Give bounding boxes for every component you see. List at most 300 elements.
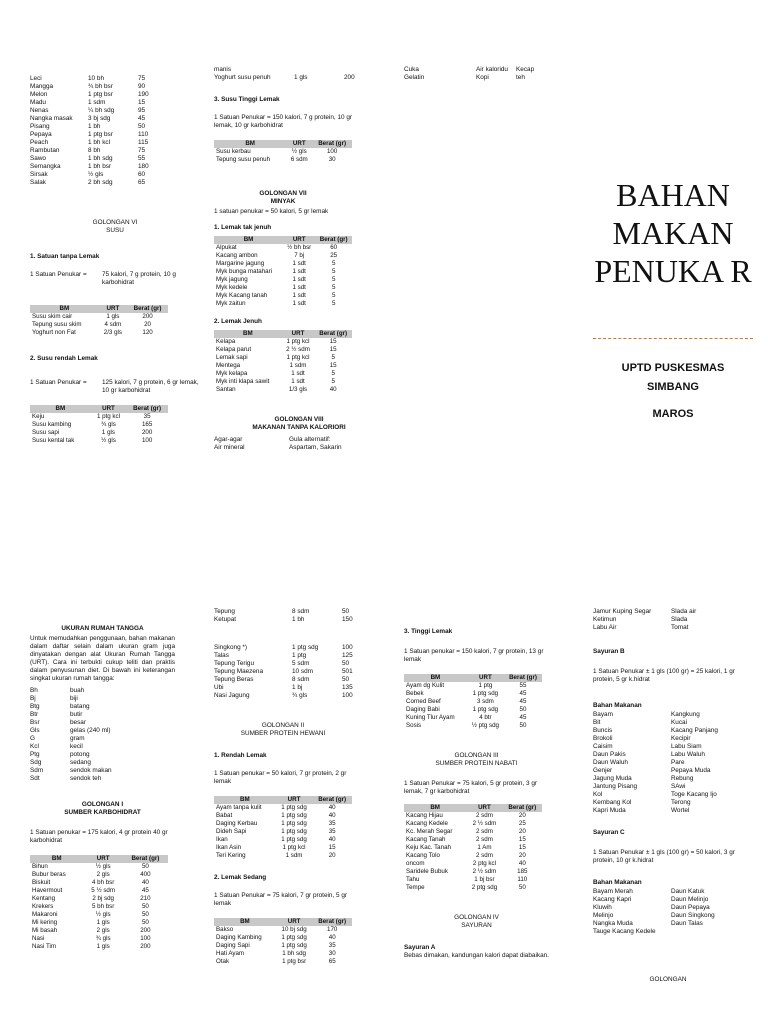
table-row [30, 313, 168, 321]
table-cell: 1 sdt [292, 268, 306, 275]
list-cell: Air kaloridu [476, 66, 508, 73]
table-cell: 35 [328, 942, 336, 949]
table-cell: Mi kering [32, 919, 58, 926]
list-cell: Salak [30, 179, 46, 186]
list-cell: 10 bh [88, 75, 104, 82]
list-cell: butir [70, 711, 83, 718]
list-cell: Slada air [671, 608, 697, 615]
r2-std: 1 Satuan Penukar = 75 kalori, 7 gr protein, 5 gr lemak [214, 892, 348, 907]
list-cell: Daun Talas [671, 920, 703, 927]
table-cell: 2 ptg sdg [471, 884, 498, 891]
table-cell: 1 gls [106, 313, 120, 320]
table-cell: 1 bh sdg [282, 950, 306, 957]
table-cell: Ikan [216, 836, 228, 843]
table-cell: 15 [328, 844, 336, 851]
sb-title: Sayuran B [593, 648, 625, 655]
list-item [593, 727, 743, 735]
list-cell: Kecipir [671, 735, 691, 742]
table-row [214, 386, 352, 394]
table-cell: 1 Am [477, 844, 492, 851]
table-row [30, 879, 168, 887]
list-cell: Kcl [30, 743, 39, 750]
urt-title: UKURAN RUMAH TANGGA [61, 625, 144, 632]
table-row [214, 244, 352, 252]
table-row [30, 919, 168, 927]
list-item [30, 711, 175, 719]
column-header: URT [91, 405, 126, 413]
list-cell [671, 928, 743, 936]
list-cell: Tauge Kacang Kedele [593, 928, 656, 935]
table-row [214, 950, 352, 958]
list-cell: Kopi [476, 74, 489, 81]
list-cell: Kucai [671, 719, 687, 726]
list-item [30, 775, 175, 783]
table-cell: 30 [328, 156, 336, 163]
table-cell: ½ gls [95, 911, 111, 918]
table-cell: Makaroni [32, 911, 58, 918]
list-item [593, 896, 743, 904]
table-row [404, 844, 542, 852]
table-row [30, 903, 168, 911]
list-item [214, 608, 384, 616]
column-header: Berat (gr) [315, 236, 352, 244]
list-cell: manis [214, 66, 232, 73]
table-cell: 1 ptg kcl [286, 338, 310, 345]
table-row [30, 871, 168, 879]
table-cell: 1 ptg sdg [281, 942, 307, 949]
column-header: BM [214, 236, 283, 244]
list-cell: 50 [342, 660, 350, 667]
table-row [214, 370, 352, 378]
column-header: BM [30, 855, 83, 863]
table-cell: 120 [142, 329, 153, 336]
table-cell: 35 [328, 820, 336, 827]
list-cell: Ptg [30, 751, 40, 758]
column-header: Berat (gr) [126, 405, 168, 413]
table-cell: Myk kelapa [216, 370, 248, 377]
table-row [30, 413, 168, 421]
table-row [404, 836, 542, 844]
table-cell: 40 [141, 879, 149, 886]
column-header: Berat (gr) [503, 804, 542, 812]
list-cell: 95 [138, 107, 146, 114]
table-header [214, 918, 352, 926]
table-row [404, 706, 542, 714]
list-item [30, 123, 200, 131]
table-cell: 5 [331, 378, 335, 385]
column-header: URT [276, 918, 313, 926]
list-cell: Ubi [214, 684, 224, 691]
list-cell: Melon [30, 91, 48, 98]
table-cell: 1/3 gls [288, 386, 308, 393]
table-cell: 35 [143, 413, 151, 420]
table-row [214, 852, 352, 860]
list-cell: Pisang [30, 123, 50, 130]
list-cell: Gelatin [404, 74, 425, 81]
list-cell: 501 [342, 668, 353, 675]
list-cell: 100 [342, 692, 353, 699]
list-item [30, 147, 200, 155]
panel-milk-oil [214, 66, 384, 452]
table-cell: 2 gls [96, 871, 110, 878]
list-cell [294, 66, 344, 74]
table-cell: ¾ gls [101, 421, 116, 428]
table-row [214, 828, 352, 836]
table-cell: Keju [32, 413, 45, 420]
table-cell: 20 [518, 852, 526, 859]
table-cell: Babat [216, 812, 233, 819]
gol6-table-2 [30, 405, 168, 445]
list-cell: 1 bh kcl [88, 139, 111, 146]
list-item [214, 66, 384, 74]
table-row [30, 321, 168, 329]
list-item [593, 759, 743, 767]
table-cell: 50 [141, 903, 149, 910]
list-item [404, 66, 574, 74]
table-cell: 210 [140, 895, 151, 902]
table-cell: 20 [518, 828, 526, 835]
table-cell: 50 [141, 911, 149, 918]
table-cell: Bebek [406, 690, 424, 697]
divider [593, 338, 753, 339]
table-row [404, 820, 542, 828]
table-cell: Mi basah [32, 927, 58, 934]
list-cell: teh [516, 74, 525, 81]
list-item [593, 799, 743, 807]
list-cell: 1 bj [292, 684, 303, 691]
table-row [30, 329, 168, 337]
column-header: Berat (gr) [312, 140, 352, 148]
table-cell: 1 ptg [478, 682, 493, 689]
t3-table [404, 674, 542, 730]
table-cell: 2 sdm [476, 852, 493, 859]
gol3-table [404, 804, 542, 892]
list-cell: 1 ptg sdg [292, 644, 319, 651]
column-header: URT [276, 796, 313, 804]
table-cell: 4 sdm [104, 321, 122, 328]
list-cell: 1 bh [292, 616, 305, 623]
gol4-title: GOLONGAN IV [454, 914, 499, 921]
list-cell: 50 [138, 123, 146, 130]
column-header: BM [404, 804, 466, 812]
column-header: URT [283, 236, 315, 244]
table-cell: ½ gls [95, 863, 111, 870]
list-cell: Slada [671, 616, 688, 623]
list-cell: 50 [342, 608, 350, 615]
table-cell: Kacang Kedele [406, 820, 448, 827]
table-header [404, 674, 542, 682]
list-item [30, 719, 175, 727]
table-row [30, 421, 168, 429]
column-header: BM [214, 140, 286, 148]
table-row [214, 844, 352, 852]
sc-title: Sayuran C [593, 829, 625, 836]
table-cell: 25 [518, 820, 526, 827]
table-row [30, 943, 168, 951]
table-cell: Ikan Asin [216, 844, 242, 851]
list-cell: 110 [138, 131, 149, 138]
table-row [404, 722, 542, 730]
list-cell: Labu Siam [671, 743, 702, 750]
column-header: BM [30, 305, 99, 313]
list-cell: Sdt [30, 775, 40, 782]
list-cell: Melinjo [593, 912, 614, 919]
table-cell: 40 [328, 836, 336, 843]
gol7-title: GOLONGAN VII [259, 190, 307, 197]
gol6-title: GOLONGAN VI [92, 219, 138, 226]
table-cell: Ayam tanpa kulit [216, 804, 262, 811]
list-cell: Daun Waluh [593, 759, 628, 766]
table-row [214, 148, 352, 156]
list-cell: buah [70, 687, 85, 694]
gol1-subtitle: SUMBER KARBOHIDRAT [64, 809, 141, 816]
urt-paragraph: Untuk memudahkan penggunaan, bahan makanan dalam daftar selain dalam ukuran gram juga dinyatakan dengan alat Ukuran Rumah Tangga (URT). Cara ini terbukti cukup teliti dan praktis dalam penyusunan diet. Di bawah ini keterangan singkat ukuran rumah tangga: [30, 635, 175, 682]
table-cell: Kelapa [216, 338, 236, 345]
list-cell: Bsr [30, 719, 40, 726]
table-cell: 65 [328, 958, 336, 965]
table-row [214, 942, 352, 950]
list-cell: Sdm [30, 767, 44, 774]
list-cell: 8 sdm [292, 608, 310, 615]
list-cell: Rambutan [30, 147, 60, 154]
list-item [214, 436, 384, 444]
table-cell: 1 gls [101, 429, 115, 436]
cover-city: MAROS [652, 408, 694, 420]
list-cell: Ketupat [214, 616, 237, 623]
list-cell: Sirsak [30, 171, 48, 178]
table-cell: Tepung susu skim [32, 321, 82, 328]
table-cell: Kacang ambon [216, 252, 258, 259]
list-cell [344, 66, 384, 74]
list-cell: 100 [342, 644, 353, 651]
table-cell: 2 gls [96, 927, 110, 934]
m1-table [214, 236, 352, 308]
list-cell: Wortel [671, 807, 690, 814]
list-item [214, 644, 384, 652]
list-cell: Tepung Beras [214, 676, 254, 683]
list-cell: 8 bh [88, 147, 101, 154]
table-cell: 15 [329, 362, 337, 369]
table-cell: Mentega [216, 362, 241, 369]
list-cell: Yoghurt susu penuh [214, 74, 271, 81]
table-header [214, 796, 352, 804]
list-item [30, 75, 200, 83]
list-cell: Kembang Kol [593, 799, 632, 806]
list-item [30, 687, 175, 695]
table-header [30, 305, 168, 313]
table-cell: Bubur beras [32, 871, 66, 878]
list-cell: Kacang Panjang [671, 727, 718, 734]
list-cell: 180 [138, 163, 149, 170]
veg-top-list [593, 608, 743, 632]
table-cell: Sosis [406, 722, 422, 729]
table-cell: 1 sdt [292, 276, 306, 283]
list-item [30, 115, 200, 123]
list-item [30, 83, 200, 91]
sc-list [593, 888, 743, 936]
table-cell: 1 bj bsr [474, 876, 495, 883]
table-cell: Keju Kac. Tanah [406, 844, 451, 851]
list-item [593, 719, 743, 727]
list-cell: Buncis [593, 727, 613, 734]
table-cell: ¾ gls [95, 935, 111, 942]
table-cell: 40 [328, 812, 336, 819]
list-item [214, 444, 384, 452]
table-cell: 50 [141, 863, 149, 870]
list-cell: Sdg [30, 759, 42, 766]
gol1-title: GOLONGAN I [81, 801, 124, 808]
table-cell: 45 [519, 698, 527, 705]
table-cell: 185 [517, 868, 528, 875]
r2-title: 2. Lemak Sedang [214, 874, 267, 881]
table-cell: Daging Kambing [216, 934, 262, 941]
list-cell: Air mineral [214, 444, 245, 451]
list-item [30, 107, 200, 115]
table-cell: 100 [326, 148, 338, 155]
list-cell: Talas [214, 652, 229, 659]
list-cell: Pepaya [30, 131, 52, 138]
table-cell: 100 [141, 437, 153, 444]
sb-std: 1 Satuan Penukar ± 1 gls (100 gr) = 25 kalori, 1 gr protein, 5 gr k.hidrat [593, 668, 735, 683]
table-row [30, 935, 168, 943]
list-cell: Labu Waluh [671, 751, 705, 758]
list-cell: 1 ptg [292, 652, 307, 659]
list-cell: 55 [138, 155, 146, 162]
gol4-subtitle: SAYURAN [461, 922, 492, 929]
table-cell: 1 ptg kcl [286, 354, 310, 361]
list-cell: Tomat [671, 624, 689, 631]
table-cell: 165 [141, 421, 153, 428]
table-header [214, 330, 352, 338]
list-cell: ¾ gls [292, 692, 308, 699]
list-cell: 1 bh bsr [88, 163, 112, 170]
table-row [404, 852, 542, 860]
list-cell: Mangga [30, 83, 54, 90]
r1-title: 1. Rendah Lemak [214, 752, 267, 759]
list-cell: Daun Singkong [671, 912, 715, 919]
table-cell: 1 ptg kcl [282, 844, 306, 851]
table-cell: 20 [518, 812, 526, 819]
table-cell: 5 [331, 300, 336, 307]
list-cell: 190 [138, 91, 149, 98]
table-cell: 50 [141, 919, 149, 926]
r2-table [214, 918, 352, 966]
list-cell: Btr [30, 711, 39, 718]
list-cell: Kol [593, 791, 603, 798]
table-cell: ½ gls [291, 148, 307, 155]
table-cell: Bakso [216, 926, 234, 933]
table-cell: 2 ½ sdm [472, 820, 497, 827]
column-header: Berat (gr) [127, 305, 168, 313]
free-food-list [404, 66, 574, 82]
column-header: URT [83, 855, 122, 863]
list-cell: 8 sdm [292, 676, 310, 683]
table-row [214, 836, 352, 844]
table-cell: Kacang Tolo [406, 852, 440, 859]
table-cell: 2 ½ sdm [286, 346, 310, 353]
list-cell: potong [70, 751, 90, 758]
table-cell: Tempe [406, 884, 425, 891]
m2-table [214, 330, 352, 394]
table-row [214, 934, 352, 942]
table-cell: Myk inti klapa sawit [216, 378, 270, 385]
table-cell: 4 btr [479, 714, 492, 721]
table-cell: Myk jagung [216, 276, 248, 283]
table-row [30, 927, 168, 935]
list-cell: 15 [138, 99, 146, 106]
list-cell: 75 [138, 147, 146, 154]
list-cell: 150 [342, 616, 353, 623]
table-cell: 1 ptg sdg [281, 836, 307, 843]
table-cell: 40 [518, 860, 526, 867]
list-cell: Aspartam, Sakarin [289, 444, 342, 451]
table-header [30, 855, 168, 863]
table-cell: Yoghurt non Fat [32, 329, 76, 336]
table-cell: 5 ½ sdm [91, 887, 116, 894]
table-cell: Otak [216, 958, 230, 965]
list-item [593, 767, 743, 775]
column-header: URT [286, 140, 312, 148]
table-row [404, 868, 542, 876]
table-row [404, 690, 542, 698]
table-cell: 1 sdt [291, 370, 305, 377]
cover-title: BAHAN MAKAN PENUKA R [594, 177, 752, 289]
milk-top-rows [214, 66, 384, 82]
table-row [30, 437, 168, 445]
panel-urt [30, 625, 175, 951]
list-cell: G [30, 735, 35, 742]
table-cell: 2 ptg kcl [472, 860, 496, 867]
column-header: Berat (gr) [504, 674, 542, 682]
table-cell: 45 [519, 690, 527, 697]
list-cell: Nangka masak [30, 115, 73, 122]
list-cell: 65 [138, 179, 146, 186]
list-cell: 1 bh sdg [88, 155, 113, 162]
column-header: BM [214, 796, 276, 804]
table-cell: 50 [519, 722, 527, 729]
list-item [404, 74, 574, 82]
table-cell: 2 sdm [476, 828, 493, 835]
table-cell: 400 [140, 871, 151, 878]
list-cell: Peach [30, 139, 49, 146]
sc-bm-title: Bahan Makanan [593, 879, 642, 886]
list-cell: Gula alternatif: [289, 436, 331, 443]
table-cell: 7 bj [294, 252, 305, 259]
list-cell: Singkong *) [214, 644, 248, 651]
table-cell: 1 ptg sdg [281, 804, 307, 811]
r1-std: 1 Satuan penukar = 50 kalori, 7 gr protein, 2 gr lemak [214, 770, 347, 785]
panel-free-foods [404, 66, 574, 82]
list-cell: Kapri Muda [593, 807, 626, 814]
table-row [404, 876, 542, 884]
table-row [214, 268, 352, 276]
table-cell: 170 [327, 926, 338, 933]
table-cell: 1 sdt [292, 292, 306, 299]
column-header: BM [214, 330, 282, 338]
list-cell: Jagung Muda [593, 775, 632, 782]
list-cell: Brokoli [593, 735, 613, 742]
table-cell: 2/3 gls [103, 329, 122, 336]
sa-text: Bebas dimakan, kandungan kalori dapat diabaikan. [404, 952, 549, 959]
list-cell: besar [70, 719, 86, 726]
list-cell: Kangkung [671, 711, 700, 718]
table-cell: Saridele Bubuk [406, 868, 448, 875]
list-cell: Nangka Muda [593, 920, 633, 927]
sc-std: 1 Satuan Penukar ± 1 gls (100 gr) = 50 kalori, 3 gr protein, 10 gr k.hidrat [593, 849, 735, 864]
table-cell: Nasi [32, 935, 45, 942]
table-cell: 1 ptg bsr [282, 958, 307, 965]
list-cell: 125 [342, 652, 353, 659]
